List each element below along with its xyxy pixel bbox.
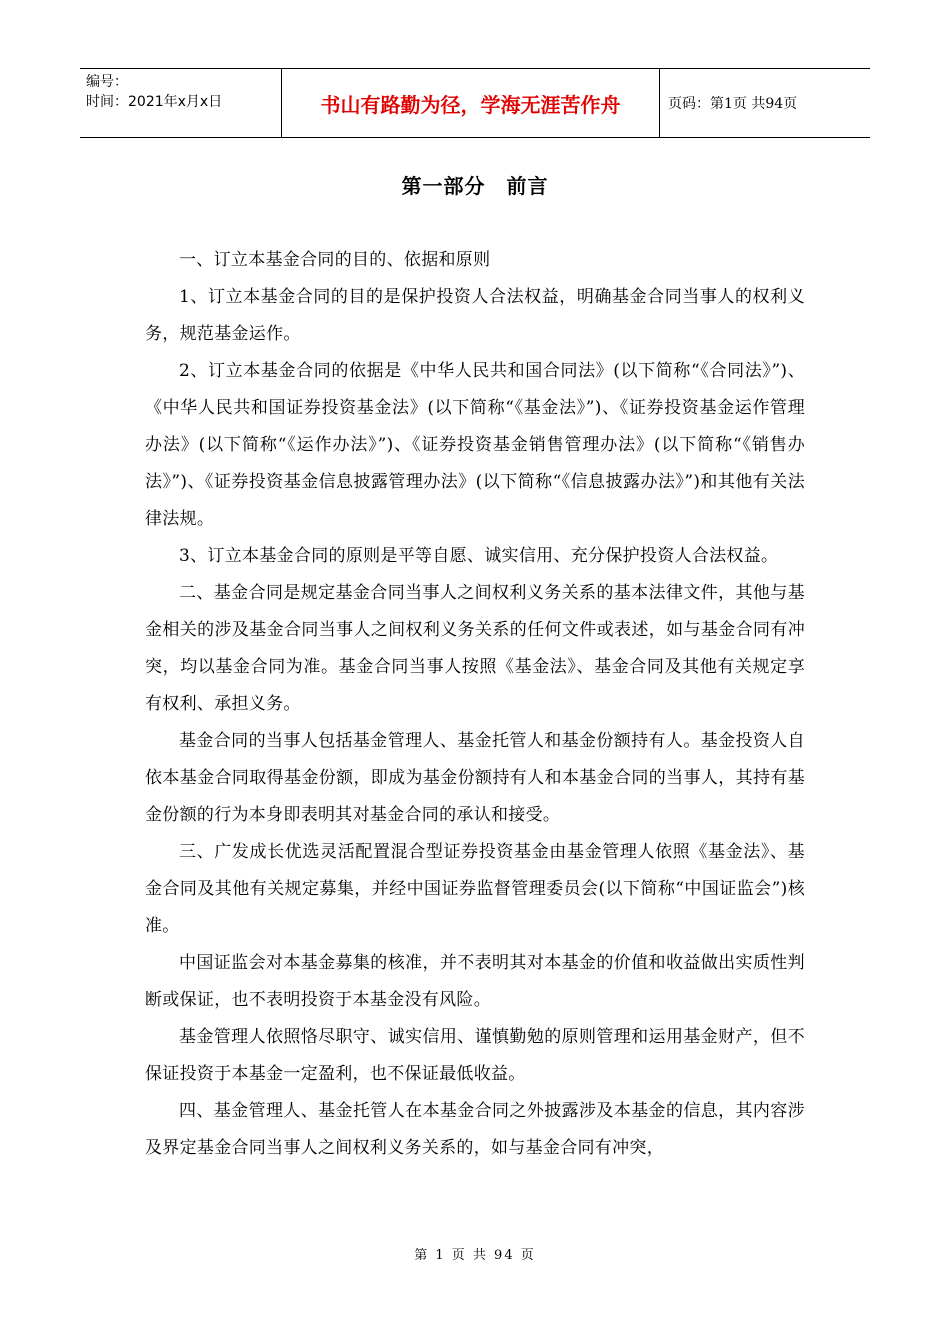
paragraph: 三、广发成长优选灵活配置混合型证券投资基金由基金管理人依照《基金法》、基金合同及其他有关规定募集，并经中国证券监督管理委员会(以下简称“中国证监会”)核准。 bbox=[145, 842, 805, 936]
document-body bbox=[145, 242, 805, 1167]
header-motto: 书山有路勤为径，学海无涯苦作舟 bbox=[282, 69, 660, 137]
section-title: 第一部分 前言 bbox=[401, 174, 549, 198]
paragraph: 基金管理人依照恪尽职守、诚实信用、谨慎勤勉的原则管理和运用基金财产，但不保证投资于本基金一定盈利，也不保证最低收益。 bbox=[145, 1027, 805, 1084]
paragraph: 3、订立本基金合同的原则是平等自愿、诚实信用、充分保护投资人合法权益。 bbox=[179, 546, 779, 566]
paragraph: 中国证监会对本基金募集的核准，并不表明其对本基金的价值和收益做出实质性判断或保证，也不表明投资于本基金没有风险。 bbox=[145, 953, 805, 1010]
date-label: 时间：2021年x月x日 bbox=[86, 94, 223, 110]
paragraph: 基金合同的当事人包括基金管理人、基金托管人和基金份额持有人。基金投资人自依本基金合同取得基金份额，即成为基金份额持有人和本基金合同的当事人，其持有基金份额的行为本身即表明其对基金合同的承认和接受。 bbox=[145, 731, 805, 825]
paragraph: 一、订立本基金合同的目的、依据和原则 bbox=[179, 250, 491, 270]
paragraph: 四、基金管理人、基金托管人在本基金合同之外披露涉及本基金的信息，其内容涉及界定基金合同当事人之间权利义务关系的，如与基金合同有冲突， bbox=[145, 1101, 805, 1158]
number-label: 编号： bbox=[86, 74, 128, 90]
header-page-info: 页码：第1页 共94页 bbox=[668, 96, 798, 112]
paragraph: 2、订立本基金合同的依据是《中华人民共和国合同法》(以下简称“《合同法》”)、《中华人民共和国证券投资基金法》(以下简称“《基金法》”)、《证券投资基金运作管理办法》(以下简称“《运作办法》”)、《证券投资基金销售管理办法》(以下简称“《销售办法》”)、《证券投资基金信息披露管理办法》(以下简称“《信息披露办法》”)和其他有关法律法规。 bbox=[145, 361, 805, 529]
page-footer: 第 1 页 共 94 页 bbox=[414, 1248, 536, 1263]
header-meta bbox=[80, 69, 282, 137]
document-header bbox=[80, 68, 870, 138]
paragraph: 二、基金合同是规定基金合同当事人之间权利义务关系的基本法律文件，其他与基金相关的涉及基金合同当事人之间权利义务关系的任何文件或表述，如与基金合同有冲突，均以基金合同为准。基金合同当事人按照《基金法》、基金合同及其他有关规定享有权利、承担义务。 bbox=[145, 583, 805, 714]
paragraph: 1、订立本基金合同的目的是保护投资人合法权益，明确基金合同当事人的权利义务，规范基金运作。 bbox=[145, 287, 805, 344]
